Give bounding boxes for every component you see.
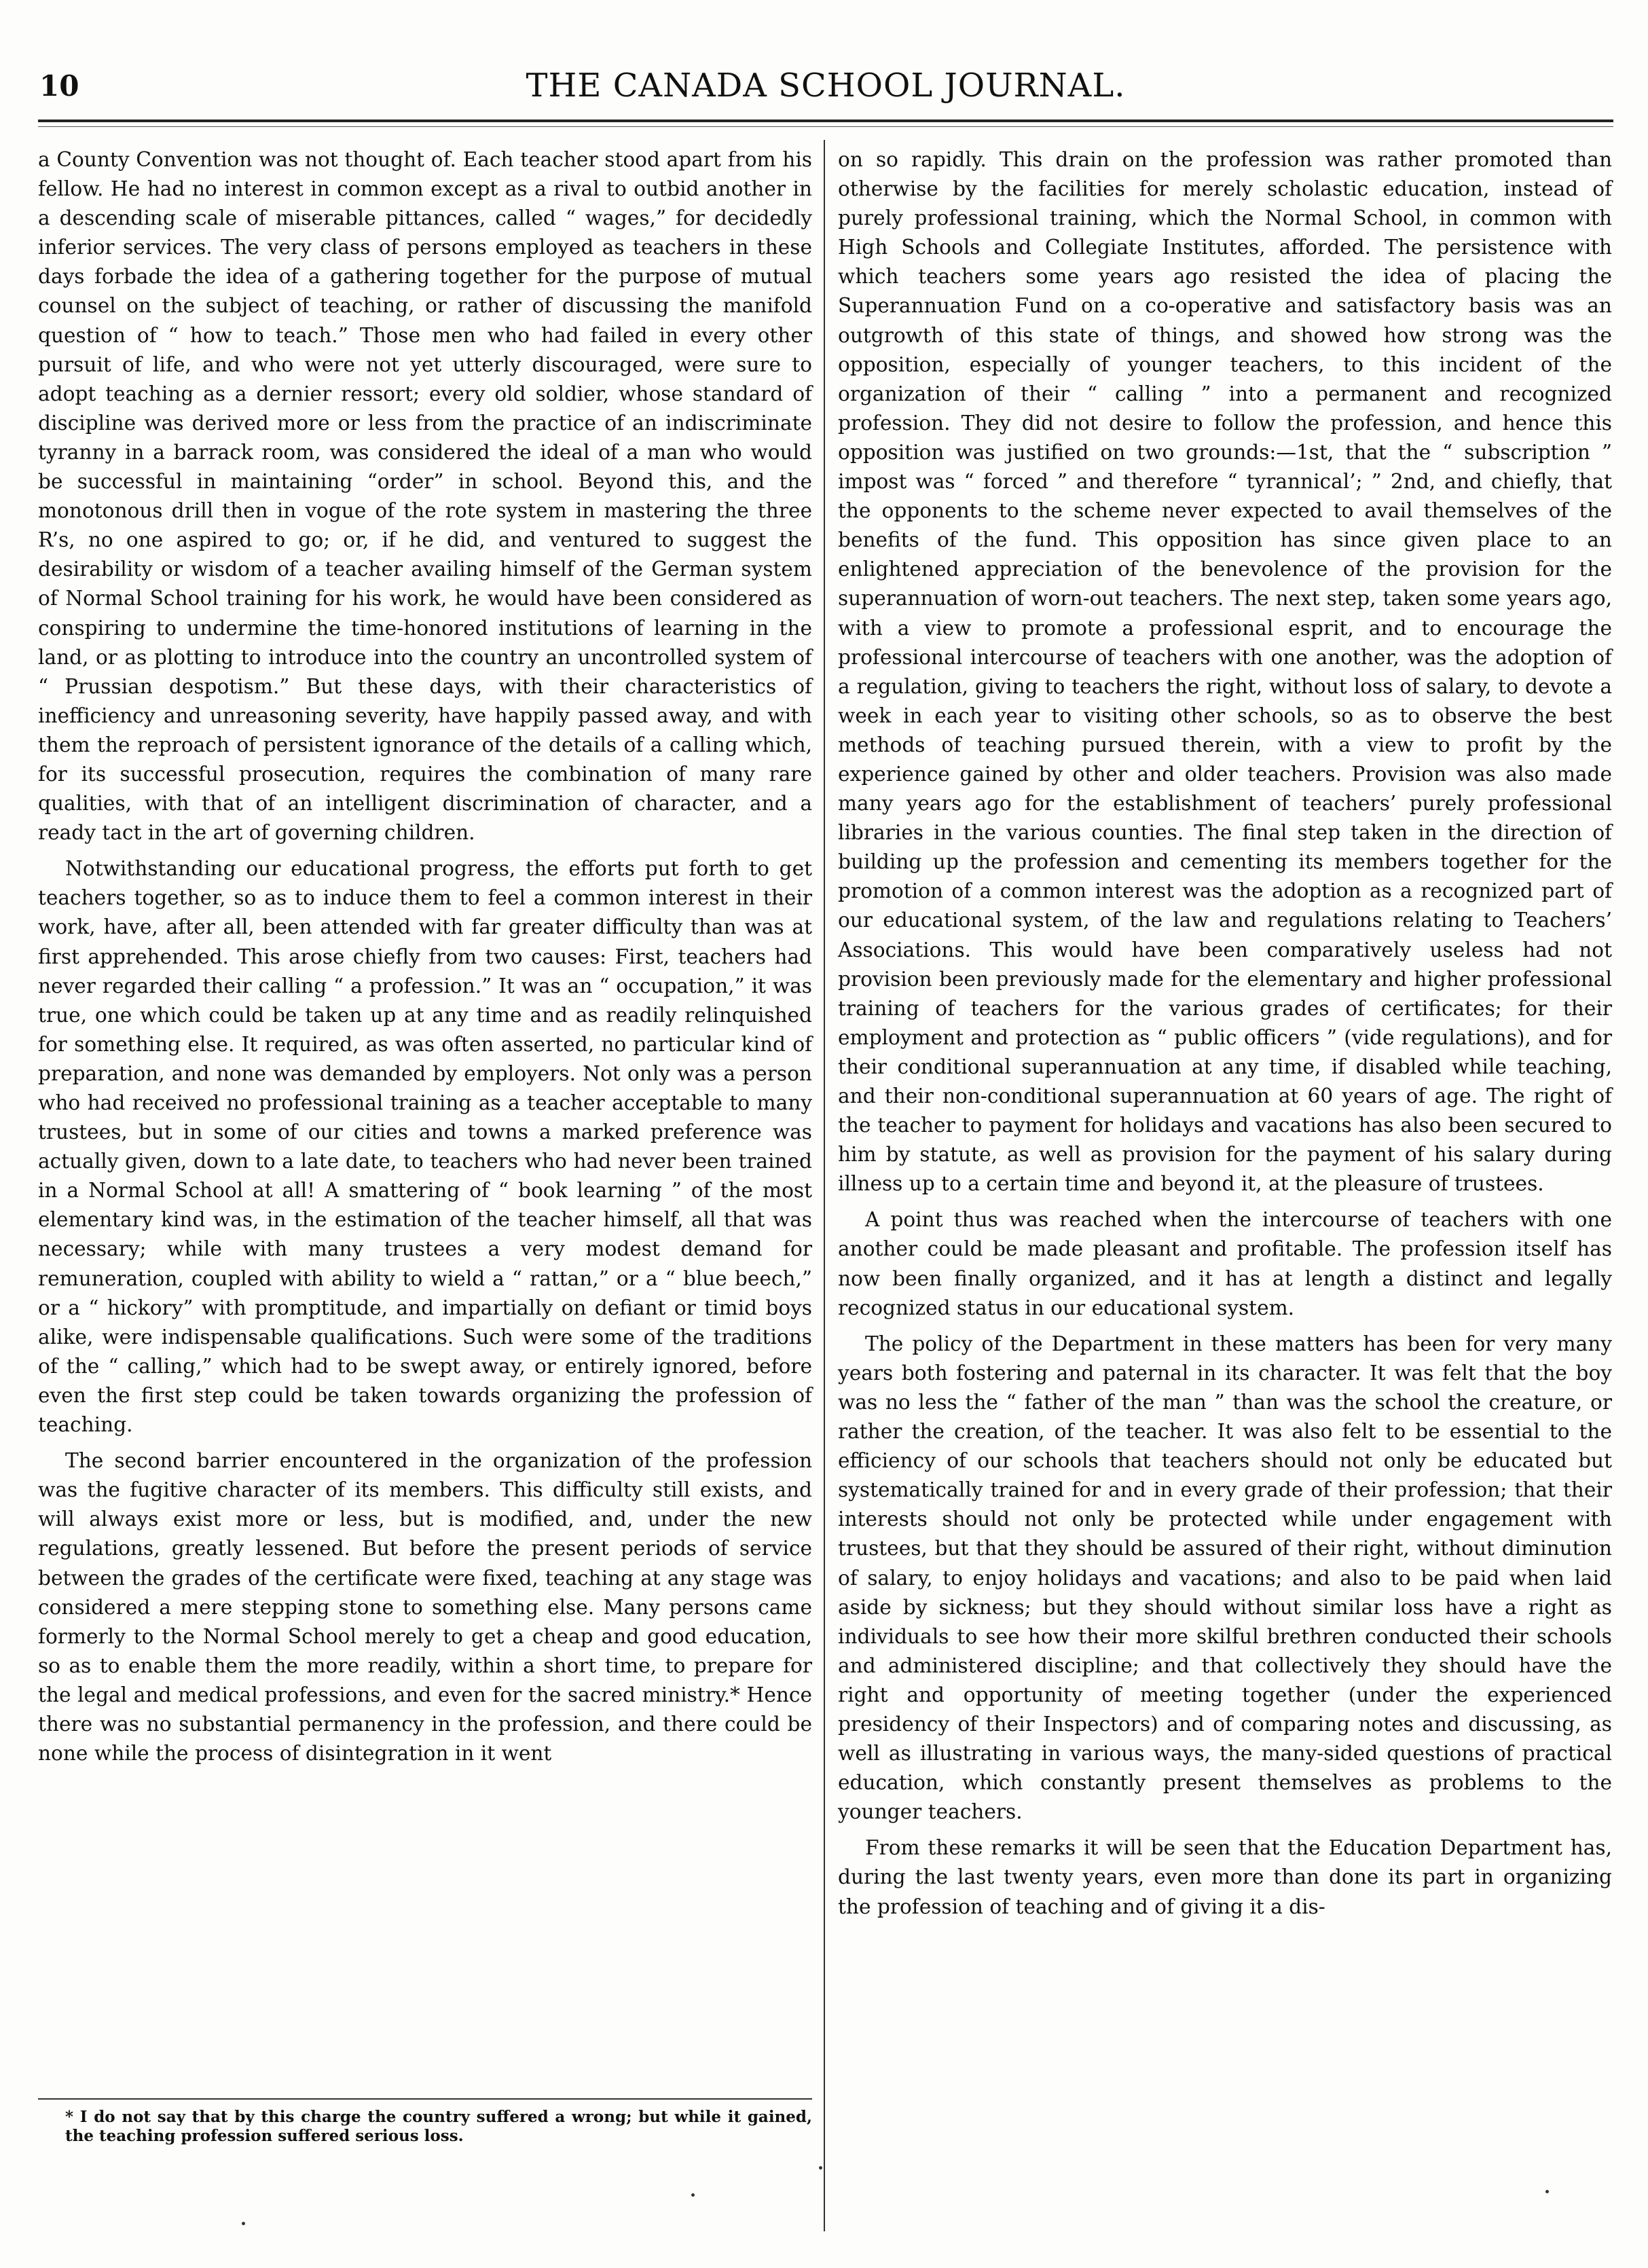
footnote-rule: [38, 2098, 812, 2100]
right-paragraph-3: The policy of the Department in these matters has been for very many years both fostering and paternal in its character. It was felt that the boy was no less the “ father of the man ” than was the school the creature, or rather the creation, of the teacher. It was also felt to be essential to the efficiency of our schools that teachers should not only be educated but systematically trained for and in every grade of their profession; that their interests should not only be protected while under engagement with trustees, but that they should be assured of their right, without diminution of salary, to enjoy holidays and vacations; and also to be paid when laid aside by sickness; but they should without similar loss have a right as individuals to see how their more skilful brethren conducted their schools and administered discipline; and that collectively they should have the right and opportunity of meeting together (under the experienced presidency of their Inspectors) and of comparing notes and discussing, as well as illustrating in various ways, the many-sided questions of practical education, which constantly present themselves as problems to the younger teachers.: [838, 1332, 1612, 1824]
column-divider: [824, 140, 825, 2231]
print-speck: [819, 2166, 822, 2170]
right-column: [838, 145, 1612, 1922]
right-paragraph-4: From these remarks it will be seen that the Education Department has, during the last twenty years, even more than done its part in organizing the profession of teaching and of giving it a dis-: [838, 1836, 1612, 1918]
header-rule-thin: [38, 126, 1613, 127]
print-speck: [1545, 2190, 1549, 2193]
left-column: [38, 145, 812, 1768]
left-paragraph-2: Notwithstanding our educational progress, the efforts put forth to get teachers together, so as to induce them to feel a common interest in their work, have, after all, been attended with far greater difficulty than was at first apprehended. This arose chiefly from two causes: First, teachers had never regarded their calling “ a profession.” It was an “ occupation,” it was true, one which could be taken up at any time and as readily relinquished for something else. It required, as was often asserted, no particular kind of preparation, and none was demanded by employers. Not only was a person who had received no professional training as a teacher acceptable to many trustees, but in some of our cities and towns a marked preference was actually given, down to a late date, to teachers who had never been trained in a Normal School at all! A smattering of “ book learning ” of the most elementary kind was, in the estimation of the teacher himself, all that was necessary; while with many trustees a very modest demand for remuneration, coupled with ability to wield a “ rattan,” or a “ blue beech,” or a “ hickory” with promptitude, and impartially on defiant or timid boys alike, were indispensable qualifications. Such were some of the traditions of the “ calling,” which had to be swept away, or entirely ignored, before even the first step could be taken towards organizing the profession of teaching.: [38, 857, 812, 1437]
journal-title: THE CANADA SCHOOL JOURNAL.: [526, 67, 1126, 105]
header-rule: [38, 120, 1613, 122]
page-number: 10: [39, 69, 79, 103]
footnote-text: * I do not say that by this charge the country suffered a wrong; but while it gained, the teaching profession suffered serious loss.: [65, 2108, 812, 2145]
print-speck: [691, 2193, 695, 2197]
journal-page: [38, 0, 1613, 2268]
right-paragraph-2: A point thus was reached when the intercourse of teachers with one another could be made pleasant and profitable. The profession itself has now been finally organized, and it has at length a distinct and legally recognized status in our educational system.: [838, 1208, 1612, 1319]
page-header: [38, 62, 1613, 110]
right-paragraph-1: on so rapidly. This drain on the profession was rather promoted than otherwise by the facilities for merely scholastic education, instead of purely professional training, which the Normal School, in common with High Schools and Collegiate Institutes, afforded. The persistence with which teachers some years ago resisted the idea of placing the Superannuation Fund on a co-operative and satisfactory basis was an outgrowth of this state of things, and showed how strong was the opposition, especially of younger teachers, to this incident of the organization of their “ calling ” into a permanent and recognized profession. They did not desire to follow the profession, and hence this opposition was justified on two grounds:—1st, that the “ subscription ” impost was “ forced ” and therefore “ tyrannical’; ” 2nd, and chiefly, that the opponents to the scheme never expected to avail themselves of the benefits of the fund. This opposition has since given place to an enlightened appreciation of the benevolence of the provision for the superannuation of worn-out teachers. The next step, taken some years ago, with a view to promote a professional esprit, and to encourage the professional intercourse of teachers with one another, was the adoption of a regulation, giving to teachers the right, without loss of salary, to devote a week in each year to visiting other schools, so as to observe the best methods of teaching pursued therein, with a view to profit by the experience gained by other and older teachers. Provision was also made many years ago for the establishment of teachers’ purely professional libraries in the various counties. The final step taken in the direction of building up the profession and cementing its members together for the promotion of a common interest was the adoption as a recognized part of our educational system, of the law and regulations relating to Teachers’ Associations. This would have been comparatively useless had not provision been previously made for the elementary and higher professional training of teachers for the various grades of certificates; for their employment and protection as “ public officers ” (vide regulations), and for their conditional superannuation at any time, if disabled while teaching, and their non-conditional superannuation at 60 years of age. The right of the teacher to payment for holidays and vacations has also been secured to him by statute, as well as provision for the payment of his salary during illness up to a certain time and beyond it, at the pleasure of trustees.: [838, 148, 1612, 1196]
footnote: [38, 2108, 812, 2146]
left-paragraph-3: The second barrier encountered in the organization of the profession was the fugitive character of its members. This difficulty still exists, and will always exist more or less, but is modified, and, under the new regulations, greatly lessened. But before the present periods of service between the grades of the certificate were fixed, teaching at any stage was considered a mere stepping stone to something else. Many persons came formerly to the Normal School merely to get a cheap and good education, so as to enable them the more readily, within a short time, to prepare for the legal and medical professions, and even for the sacred ministry.* Hence there was no substantial permanency in the profession, and there could be none while the process of disintegration in it went: [38, 1449, 812, 1766]
print-speck: [242, 2222, 245, 2225]
left-paragraph-1: a County Convention was not thought of. Each teacher stood apart from his fellow. He had no interest in common except as a rival to outbid another in a descending scale of miserable pittances, called “ wages,” for decidedly inferior services. The very class of persons employed as teachers in these days forbade the idea of a gathering together for the purpose of mutual counsel on the subject of teaching, or rather of discussing the manifold question of “ how to teach.” Those men who had failed in every other pursuit of life, and who were not yet utterly discouraged, were sure to adopt teaching as a dernier ressort; every old soldier, whose standard of discipline was derived more or less from the practice of an indiscriminate tyranny in a barrack room, was considered the ideal of a man who would be successful in maintaining “order” in school. Beyond this, and the monotonous drill then in vogue of the rote system in mastering the three R’s, no one aspired to go; or, if he did, and ventured to suggest the desirability or wisdom of a teacher availing himself of the German system of Normal School training for his work, he would have been considered as conspiring to undermine the time-honored institutions of learning in the land, or as plotting to introduce into the country an uncontrolled system of “ Prussian despotism.” But these days, with their characteristics of inefficiency and unreasoning severity, have happily passed away, and with them the reproach of persistent ignorance of the details of a calling which, for its successful prosecution, requires the combination of many rare qualities, with that of an intelligent discrimination of character, and a ready tact in the art of governing children.: [38, 148, 812, 845]
